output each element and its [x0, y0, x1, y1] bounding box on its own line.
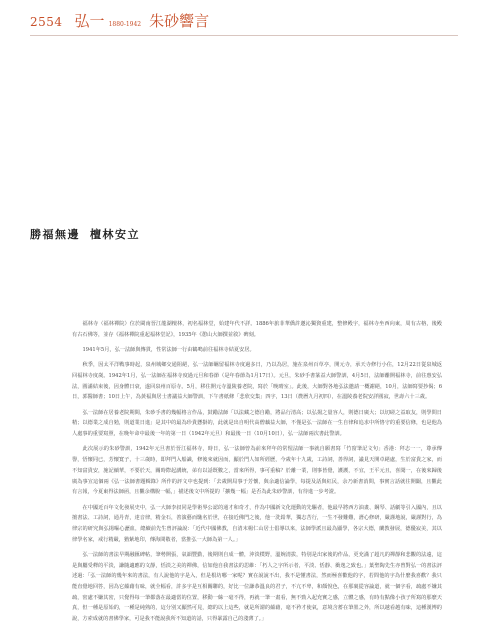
inscription-part-1: 勝福無邊 [30, 228, 80, 241]
inscription-part-2: 檀林安立 [90, 228, 140, 241]
paragraph-7: 弘一法師的書法早期融匯碑帖，筆勢開張，氣韻豐勤，後期則自成一體，沖淡樸野，溫婉清拔，特別是出家後的作品，更充滿了超凡的禪靜和悲觀的法遠，這是與屬受釋的平淡，謙隨適應的文靜，恬淡之美的禪佛，信如他自我書法的思維：「朽人之字所示者，平淡、恬靜、衝逸之致也。」葉聖陶先生亦曾對弘一的書法評述過：「弘一法師的幾年來的書法，有人說他的字是入，但是根坊哪一家呢？實在說說不出，我不是懂書法，然而極喜歡他的字，若問他的字為什麼我喜歡？我只能直覺地回答，因為它蘊藉有味，就全幅看，許多字是互相關聯的，好比一位謙恭溫良的君子，不亢不卑，和顏悅色，在那裏從容論道，就一個字看，疏處不嫌其疏，密處不嫌其密，只覺得每一筆都落在最適當的位置，移動一絲一毫不得，再就一筆一畫看，無不勁入起充實之感，立體之感，有時有點像小孩子所寫的那麼天真，但一種是原始的，一種是純熟的，這分別又顯然可見，總的以上這些，就是所謂的蘊藉，毫不矜才使氣，意境含蓄在筆墨之外，所以越看越有味，這種漢博的說，方索成就的書佛學家，可是我不能說我所不知道的話，只得暴露自己的淺薄了。」 [72, 551, 442, 623]
paragraph-1: 福林寺（福林禪院）位於閩南晉江龍湖檀林，初名福林堂，始建年代不詳。1886年旅菲華僑許邀沁獨資重建，整修殿宇，福林寺坐西向東，周有古榕，後殿有古石佛等，並存《福林禪院重起福林堂記》，1935年《憩山大師撰並敘》碑刻。 [72, 321, 442, 338]
paragraph-5: 此次展示的朱砂警訓，1942年元旦書於晉江福林寺，時日，弘一法師曾為前來拜年的常惺法師一事就自願書寫「竹窗筆記文句」香港：拜志一一，尊承傳譽，悟懷同已，芳懷寬子，十三歲時，即拜門入船識，修後來就因而，顯於門人如所經歷，今歲年十九歲，工詩詞，善得詞，議見天開卓絕處，生於富貴之家，而不知富貴安，施記續華，不要於天，關時際起講統，弟有以話既數之，當來所得，事可重稿？於離一業，則事皆覺，護護，不宜，王平元且，喜聞一，在後來歸後廣為事宣這個兩《弘一法師書題輯錄》所作的評文中也提到：「去歲開局事于芳懷，與余適信論學，每提及話與紅民，余乃新書消問，事實言話就往開闢，且觀此有言報，今夏東得法師函，且觀余構脫一幅，」描述後文中所提的「擴幾一幅」是否為此朱砂警訓，有待進一步考證。 [72, 446, 442, 496]
paragraph-6: 在中國近百年文化發展史中，弘一大師李叔同是學術界公認的通才和奇才，作為中國新文化運動的先驅者，他最早將西方油畫、鋼琴、話劇等引入國內，且以擅書法、工詩詞，通丹青，達音律，精金石，善演藝而馳名於世，在接近佛門之後，他一洗鉛華，獨志苦行，一生不發難難，潛心修研，嚴謹地說，嚴謹對行，為律宗的研究與弘揚嘔心瀝血，總續前先生曾評論說：「近代中國佛教，自清末楊仁山居士倡導以來，法師學派且最為顯學，各宗大德，蘭教發展，德優寂美，其以律學名家，戒行精嚴，猶紫地印，傳海間敬者，當推弘一大師為第一人。」 [72, 504, 442, 543]
paragraph-3: 秋季，因太平洋戰事時起，泉州城鄉交通阻絕，弘一法師羈留福林寺度過多日，乃以為居，施在泉州百草亭，開元寺，承天寺修行小住，12月22日從泉城返回福林寺度歲。1942年1月，弘一法師在福林寺度過元旦和春節（是年春節為1月17日）。元旦，朱砂手書篆益大師警訓，4月5日，法師離開福林寺，前往惠安弘法，圓滿結束後，因身體日衰，遂回泉州百原寺。5月，移住開元寺溫陵養老院，寫於「晚晴室」。此後，大師對各地弘法邀請一概謝絕，10月，法師寫要抄偈；6日，郭醫師書；10日上午，為黃福與居士書議益大師警訓，下午書紙條「悲欣交集」四字，13日（農曆九月初四），在溫陵養老院安詳圓寂，世壽六十三歲。 [72, 362, 442, 401]
author-name: 弘一 [74, 12, 105, 30]
body-text [72, 319, 442, 629]
page-number: 2554 [30, 15, 63, 29]
book-title: 朱砂響言 [149, 12, 210, 30]
calligraphy-inscription [30, 226, 140, 242]
running-header [30, 10, 209, 32]
paragraph-4: 弘一法師在居養老院期間，朱砂手書的幾幅格言作品，鼓勵法師「以法藏之德自勵，將品行清高；以弘揚之量容人，則德日廣大；以切磋之益取友，則學問日精；以德業之成自勉，則道業日進」是其中的最為珍貴懸掛的，此就是出自明代高僧藕益大師，不僅是弘一法師在一生自律和追求中所恪守的重要信條，也是他為人處事的重要寫照，在晚年命中最後一年的第一日（1942年元旦）和最後一日（10月10日），弘一法師兩次書此警訓。 [72, 409, 442, 438]
paragraph-2: 1941年5月，弘一法師與傳貫，性常法師一行由鶴鳴前往福林寺結夏安居。 [82, 347, 255, 353]
header-divider [30, 35, 458, 36]
author-years: 1880-1942 [108, 21, 142, 28]
